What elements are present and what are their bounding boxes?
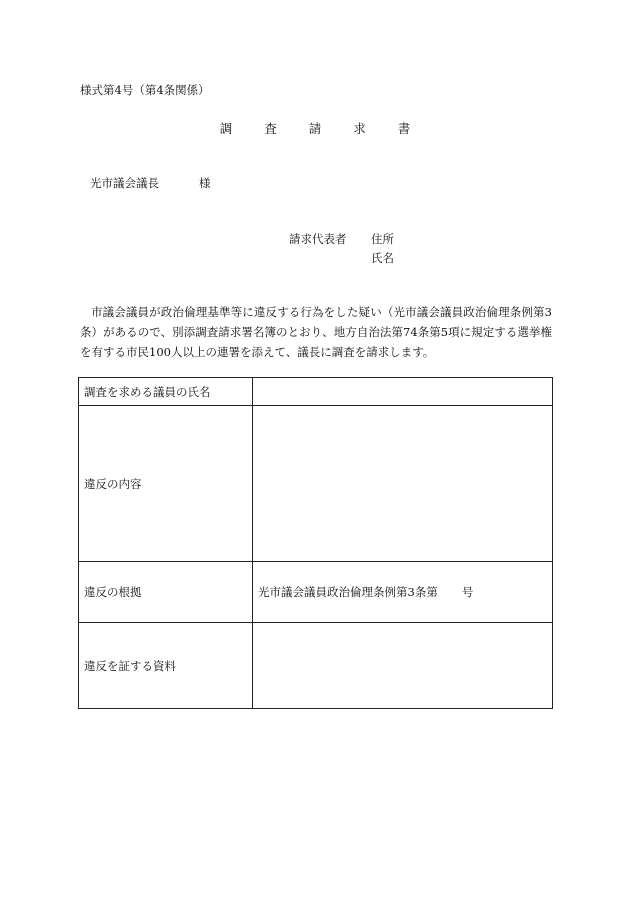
table-row (79, 378, 553, 406)
violation-basis-cell[interactable] (253, 562, 553, 623)
basis-suffix: 号 (461, 585, 474, 599)
document-title (0, 119, 630, 137)
table-row (79, 562, 553, 623)
address-label: 住所 (371, 232, 394, 246)
row-label: 違反の内容 (79, 406, 253, 562)
title-char: 請 (308, 121, 322, 136)
table-row (79, 623, 553, 709)
addressee (90, 175, 211, 191)
form-number: 様式第4号（第4条関係） (80, 83, 210, 97)
row-label: 調査を求める議員の氏名 (79, 378, 253, 406)
basis-prefix: 光市議会議員政治倫理条例第3条第 (258, 585, 438, 599)
addressee-honorific: 様 (199, 176, 211, 190)
row-label: 違反の根拠 (79, 562, 253, 623)
addressee-name: 光市議会議長 (90, 176, 159, 190)
row-label: 違反を証する資料 (79, 623, 253, 709)
request-statement: 市議会議員が政治倫理基準等に違反する行為をした疑い（光市議会議員政治倫理条例第3条）があるので、別添調査請求署名簿のとおり、地方自治法第74条第5項に規定する選挙権を有する市民100人以上の連署を添えて、議長に調査を請求します。 (80, 305, 552, 359)
investigation-request-table (78, 377, 553, 709)
violation-content-cell[interactable] (253, 406, 553, 562)
title-char: 査 (264, 121, 277, 136)
title-char: 求 (353, 121, 366, 136)
title-char: 調 (219, 121, 233, 136)
table-row (79, 406, 553, 562)
member-name-cell[interactable] (253, 378, 553, 406)
requester-label: 請求代表者 (289, 232, 347, 246)
title-char: 書 (397, 121, 411, 136)
name-label: 氏名 (371, 251, 394, 265)
evidence-cell[interactable] (253, 623, 553, 709)
requester-block (289, 231, 394, 269)
